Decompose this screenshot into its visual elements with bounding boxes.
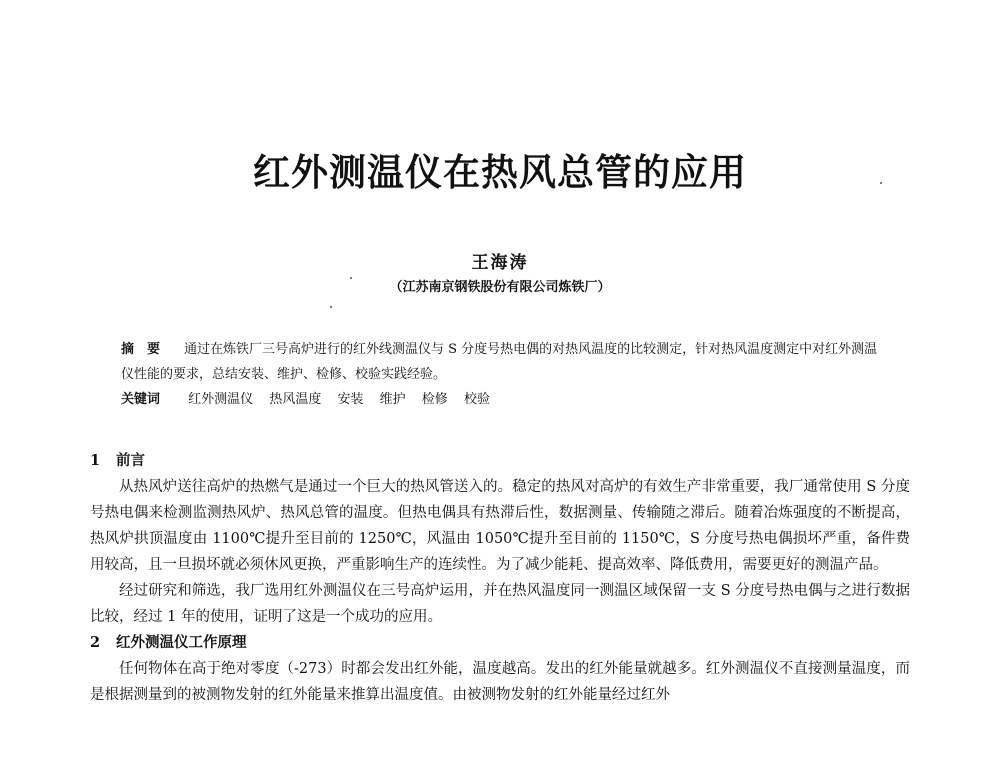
abstract-label: 摘 要 (121, 342, 161, 357)
abstract-paragraph (121, 337, 881, 387)
keywords-label: 关键词 (121, 392, 161, 407)
section-heading (90, 448, 910, 474)
scan-speck (880, 182, 882, 184)
abstract-text: 通过在炼铁厂三号高炉进行的红外线测温仪与 S 分度号热电偶的对热风温度的比较测定，针对热风温度测定中对红外测温仪性能的要求，总结安装、维护、检修、校验实践经验。 (121, 342, 878, 382)
section-number: 2 (90, 634, 101, 651)
paper-title: 红外测温仪在热风总管的应用 (253, 150, 747, 194)
abstract-block (121, 337, 881, 412)
keyword: 红外测温仪 (188, 392, 254, 407)
section-title: 红外测温仪工作原理 (116, 634, 247, 651)
keyword: 校验 (463, 392, 490, 407)
keyword: 热风温度 (269, 392, 322, 407)
keyword: 检修 (421, 392, 448, 407)
section-heading (90, 630, 910, 656)
section-number: 1 (90, 452, 101, 469)
body-text (90, 448, 910, 708)
paragraph: 经过研究和筛选，我厂选用红外测温仪在三号高炉运用，并在热风温度同一测温区域保留一支 S 分度号热电偶与之进行数据比较，经过 1 年的使用，证明了这是一个成功的应用。 (90, 583, 910, 625)
section-title: 前言 (116, 452, 145, 469)
scan-speck (330, 306, 332, 308)
keywords-line (121, 387, 881, 412)
paragraph: 任何物体在高于绝对零度（-273）时都会发出红外能，温度越高。发出的红外能量就越多。红外测温仪不直接测量温度，而是根据测量到的被测物发射的红外能量来推算出温度值。由被测物发射的红外能量经过红外 (90, 661, 910, 703)
author-name: 王海涛 (471, 253, 529, 273)
author-affiliation: （江苏南京钢铁股份有限公司炼铁厂） (389, 280, 611, 295)
keyword: 安装 (337, 392, 364, 407)
paragraph: 从热风炉送往高炉的热燃气是通过一个巨大的热风管送入的。稳定的热风对高炉的有效生产非常重要，我厂通常使用 S 分度号热电偶来检测监测热风炉、热风总管的温度。但热电偶具有热滞后性，数据测量、传输随之滞后。随着冶炼强度的不断提高，热风炉拱顶温度由 1100℃提升至目前的 1250℃，风温由 1050℃提升至目前的 1150℃，S 分度号热电偶损坏严重，备件费用较高，且一旦损坏就必须休风更换，严重影响生产的连续性。为了减少能耗、提高效率、降低费用，需要更好的测温产品。 (90, 479, 910, 573)
scan-speck (350, 277, 352, 279)
keyword: 维护 (379, 392, 406, 407)
